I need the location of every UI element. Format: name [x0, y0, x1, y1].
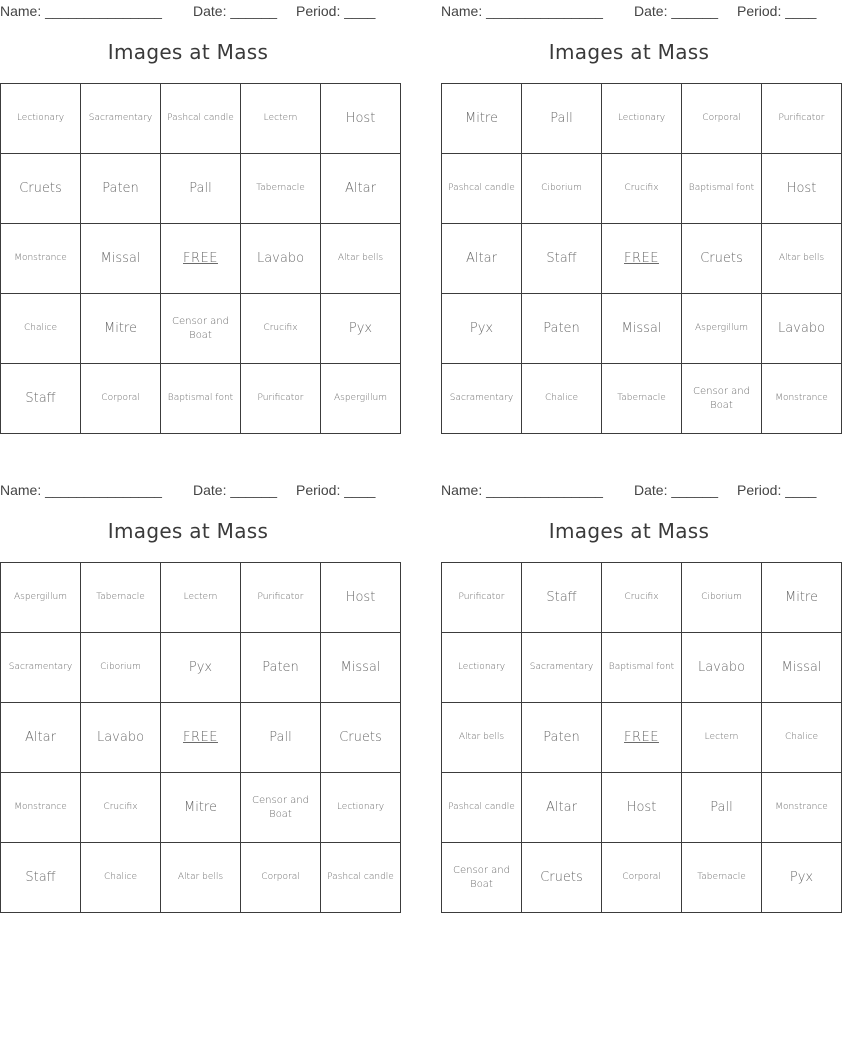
free-space-cell: FREE	[161, 224, 241, 294]
date-field: Date: ______	[634, 482, 719, 498]
grid-row	[1, 773, 401, 843]
grid-row	[442, 563, 842, 633]
name-field: Name: _______________	[0, 3, 162, 19]
grid-cell: Crucifix	[602, 563, 682, 633]
grid-cell: Missal	[762, 633, 842, 703]
grid-cell: Monstrance	[1, 773, 81, 843]
grid-cell: Pyx	[442, 294, 522, 364]
grid-cell: Purificator	[241, 364, 321, 434]
grid-cell: Monstrance	[762, 364, 842, 434]
grid-cell: Missal	[321, 633, 401, 703]
grid-cell: Pashcal candle	[321, 843, 401, 913]
grid-cell: Host	[321, 84, 401, 154]
grid-cell: Purificator	[442, 563, 522, 633]
grid-cell: Altar	[1, 703, 81, 773]
grid-row	[442, 294, 842, 364]
grid-row	[442, 843, 842, 913]
grid-cell: Pall	[241, 703, 321, 773]
grid-cell: Lectionary	[1, 84, 81, 154]
grid-cell: Tabernacle	[682, 843, 762, 913]
grid-cell: Sacramentary	[81, 84, 161, 154]
card-title: Images at Mass	[107, 40, 269, 64]
grid-row	[442, 773, 842, 843]
grid-cell: Cruets	[1, 154, 81, 224]
grid-cell: Sacramentary	[1, 633, 81, 703]
grid-row	[1, 703, 401, 773]
period-field: Period: ____	[296, 482, 376, 498]
grid-cell: Staff	[1, 843, 81, 913]
grid-cell: Lavabo	[682, 633, 762, 703]
grid-cell: Host	[321, 563, 401, 633]
bingo-grid	[441, 83, 842, 434]
grid-cell: Host	[762, 154, 842, 224]
card-title: Images at Mass	[548, 519, 710, 543]
grid-cell: Mitre	[442, 84, 522, 154]
free-space-cell: FREE	[602, 703, 682, 773]
grid-cell: Cruets	[321, 703, 401, 773]
grid-cell: Censor and Boat	[161, 294, 241, 364]
grid-cell: Lectionary	[602, 84, 682, 154]
grid-cell: Chalice	[522, 364, 602, 434]
grid-cell: Staff	[1, 364, 81, 434]
student-info-header	[0, 0, 376, 20]
grid-cell: Chalice	[81, 843, 161, 913]
grid-cell: Chalice	[1, 294, 81, 364]
date-field: Date: ______	[634, 3, 719, 19]
grid-cell: Lavabo	[762, 294, 842, 364]
grid-cell: Altar	[321, 154, 401, 224]
name-field: Name: _______________	[0, 482, 162, 498]
grid-row	[442, 154, 842, 224]
grid-cell: Ciborium	[522, 154, 602, 224]
grid-cell: Monstrance	[762, 773, 842, 843]
grid-cell: Pashcal candle	[442, 154, 522, 224]
grid-cell: Corporal	[81, 364, 161, 434]
grid-cell: Corporal	[241, 843, 321, 913]
grid-cell: Monstrance	[1, 224, 81, 294]
grid-cell: Sacramentary	[442, 364, 522, 434]
date-field: Date: ______	[193, 3, 278, 19]
bingo-grid	[0, 83, 401, 434]
free-space-cell: FREE	[161, 703, 241, 773]
student-info-header	[441, 0, 817, 20]
grid-cell: Staff	[522, 224, 602, 294]
grid-cell: Lectionary	[321, 773, 401, 843]
grid-cell: Tabernacle	[241, 154, 321, 224]
grid-cell: Tabernacle	[81, 563, 161, 633]
grid-cell: Altar bells	[321, 224, 401, 294]
grid-cell: Host	[602, 773, 682, 843]
grid-cell: Staff	[522, 563, 602, 633]
grid-cell: Altar	[442, 224, 522, 294]
grid-row	[442, 633, 842, 703]
name-field: Name: _______________	[441, 3, 603, 19]
grid-cell: Altar bells	[161, 843, 241, 913]
grid-cell: Altar bells	[762, 224, 842, 294]
grid-cell: Lavabo	[81, 703, 161, 773]
grid-row	[1, 633, 401, 703]
grid-cell: Paten	[522, 703, 602, 773]
grid-row	[1, 294, 401, 364]
bingo-grid	[441, 562, 842, 913]
grid-cell: Altar bells	[442, 703, 522, 773]
grid-cell: Pashcal candle	[161, 84, 241, 154]
grid-cell: Lectern	[161, 563, 241, 633]
grid-cell: Cruets	[522, 843, 602, 913]
period-field: Period: ____	[737, 482, 817, 498]
date-field: Date: ______	[193, 482, 278, 498]
grid-cell: Lectionary	[442, 633, 522, 703]
grid-cell: Aspergillum	[1, 563, 81, 633]
grid-cell: Pashcal candle	[442, 773, 522, 843]
grid-row	[1, 84, 401, 154]
grid-cell: Baptismal font	[682, 154, 762, 224]
grid-cell: Pall	[522, 84, 602, 154]
grid-cell: Crucifix	[241, 294, 321, 364]
grid-row	[1, 843, 401, 913]
grid-cell: Paten	[81, 154, 161, 224]
grid-cell: Lectern	[241, 84, 321, 154]
grid-cell: Purificator	[241, 563, 321, 633]
grid-row	[1, 563, 401, 633]
grid-cell: Lavabo	[241, 224, 321, 294]
grid-cell: Purificator	[762, 84, 842, 154]
grid-cell: Cruets	[682, 224, 762, 294]
grid-cell: Sacramentary	[522, 633, 602, 703]
grid-cell: Baptismal font	[602, 633, 682, 703]
period-field: Period: ____	[296, 3, 376, 19]
grid-cell: Corporal	[682, 84, 762, 154]
grid-cell: Tabernacle	[602, 364, 682, 434]
grid-cell: Baptismal font	[161, 364, 241, 434]
bingo-grid	[0, 562, 401, 913]
grid-row	[1, 224, 401, 294]
card-title: Images at Mass	[107, 519, 269, 543]
grid-cell: Mitre	[161, 773, 241, 843]
student-info-header	[441, 479, 817, 499]
grid-row	[442, 364, 842, 434]
grid-row	[442, 224, 842, 294]
grid-cell: Altar	[522, 773, 602, 843]
grid-cell: Pall	[682, 773, 762, 843]
period-field: Period: ____	[737, 3, 817, 19]
grid-cell: Corporal	[602, 843, 682, 913]
grid-cell: Censor and Boat	[682, 364, 762, 434]
card-title: Images at Mass	[548, 40, 710, 64]
grid-cell: Mitre	[762, 563, 842, 633]
grid-cell: Missal	[602, 294, 682, 364]
grid-cell: Chalice	[762, 703, 842, 773]
grid-cell: Missal	[81, 224, 161, 294]
grid-cell: Crucifix	[81, 773, 161, 843]
grid-cell: Mitre	[81, 294, 161, 364]
grid-cell: Censor and Boat	[442, 843, 522, 913]
grid-row	[1, 154, 401, 224]
grid-cell: Pall	[161, 154, 241, 224]
grid-cell: Aspergillum	[321, 364, 401, 434]
grid-cell: Aspergillum	[682, 294, 762, 364]
grid-cell: Lectern	[682, 703, 762, 773]
student-info-header	[0, 479, 376, 499]
grid-cell: Paten	[241, 633, 321, 703]
name-field: Name: _______________	[441, 482, 603, 498]
free-space-cell: FREE	[602, 224, 682, 294]
grid-cell: Pyx	[161, 633, 241, 703]
grid-cell: Censor and Boat	[241, 773, 321, 843]
grid-cell: Crucifix	[602, 154, 682, 224]
grid-row	[1, 364, 401, 434]
grid-cell: Ciborium	[682, 563, 762, 633]
grid-cell: Pyx	[321, 294, 401, 364]
grid-cell: Pyx	[762, 843, 842, 913]
grid-cell: Ciborium	[81, 633, 161, 703]
grid-row	[442, 703, 842, 773]
grid-row	[442, 84, 842, 154]
grid-cell: Paten	[522, 294, 602, 364]
